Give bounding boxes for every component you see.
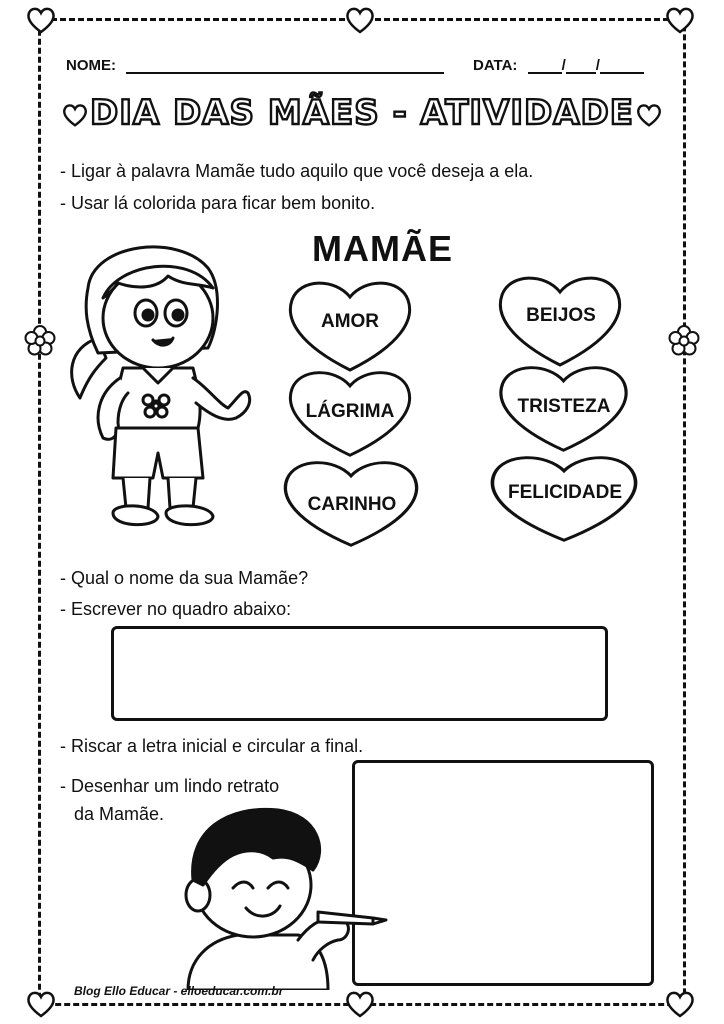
heart-label-felicidade: FELICIDADE	[508, 482, 622, 503]
instruction-line: - Usar lá colorida para ficar bem bonito.	[60, 193, 376, 213]
heart-label-tristeza: TRISTEZA	[517, 396, 611, 417]
header-row	[66, 57, 444, 74]
question-line: - Desenhar um lindo retrato	[60, 776, 280, 796]
date-separator: /	[595, 57, 600, 74]
hearts-group	[280, 270, 670, 560]
mamae-word: MAMÃE	[312, 228, 453, 269]
question-line: - Riscar a letra inicial e circular a final.	[60, 736, 364, 756]
name-answer-box[interactable]	[111, 626, 608, 721]
instruction-line: - Ligar à palavra Mamãe tudo aquilo que você deseja a ela.	[60, 161, 534, 181]
date-year-field[interactable]	[600, 72, 644, 74]
question-line: da Mamãe.	[74, 804, 165, 824]
heart-label-carinho: CARINHO	[307, 494, 397, 515]
drawing-box[interactable]	[352, 760, 654, 986]
footer-credit: Blog Ello Educar - elloeducar.com.br	[74, 984, 284, 998]
page-title: DIA DAS MÃES - ATIVIDADE	[90, 93, 634, 133]
flower-icon	[666, 323, 702, 359]
heart-icon	[665, 990, 695, 1018]
heart-label-beijos: BEIJOS	[526, 305, 596, 326]
date-month-field[interactable]	[566, 72, 596, 74]
heart-icon	[345, 6, 375, 34]
name-field[interactable]	[126, 72, 444, 74]
date-row	[473, 57, 644, 74]
heart-label-lagrima: LÁGRIMA	[305, 401, 395, 422]
date-label: DATA:	[473, 57, 518, 74]
girl-illustration	[58, 228, 258, 558]
heart-icon	[665, 6, 695, 34]
question-line: - Qual o nome da sua Mamãe?	[60, 568, 309, 588]
question-line: - Escrever no quadro abaixo:	[60, 599, 292, 619]
date-day-field[interactable]	[528, 72, 562, 74]
heart-icon	[26, 990, 56, 1018]
heart-icon	[345, 990, 375, 1018]
heart-icon	[26, 6, 56, 34]
heart-label-amor: AMOR	[320, 311, 380, 332]
date-separator: /	[561, 57, 566, 74]
flower-icon	[22, 323, 58, 359]
boy-illustration	[168, 800, 388, 990]
name-label: NOME:	[66, 57, 116, 74]
